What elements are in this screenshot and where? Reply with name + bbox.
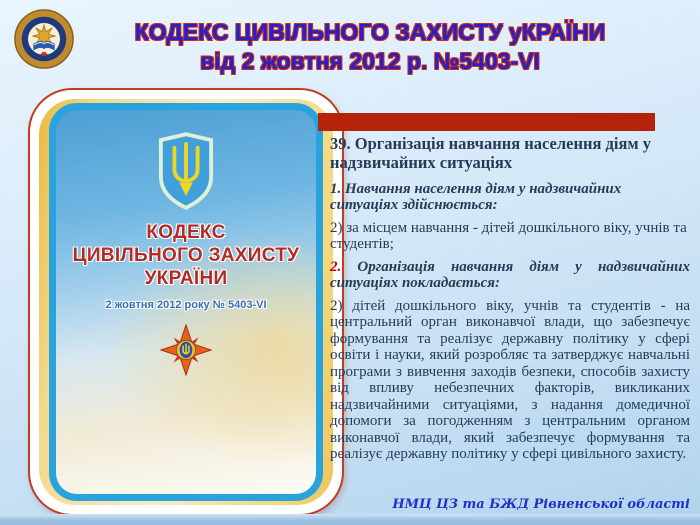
- book-title-line1: КОДЕКС: [146, 222, 226, 243]
- book-title-line3: УКРАЇНИ: [144, 267, 228, 289]
- article-text-block: [330, 134, 690, 469]
- article-item-1: 2) за місцем навчання - дітей дошкільного віку, учнів та студентів;: [330, 219, 687, 253]
- slide-title-line1: КОДЕКС ЦИВІЛЬНОГО ЗАХИСТУ уКРАЇНИ: [134, 19, 606, 45]
- slide-title-line2: від 2 жовтня 2012 р. №5403-VI: [200, 48, 540, 75]
- article-clause-2-number: 2.: [330, 258, 342, 275]
- book-title: [73, 222, 300, 290]
- book-cover-frame: [28, 88, 344, 516]
- book-date-line: 2 жовтня 2012 року № 5403-VI: [105, 299, 267, 312]
- slide-title: [90, 18, 650, 77]
- article-clause-2-text: Організація навчання діям у надзвичайних ситуаціях покладається:: [330, 258, 690, 292]
- nmc-emblem-icon: [13, 8, 75, 70]
- article-clause-2: [330, 259, 690, 292]
- footer-credit: НМЦ ЦЗ та БЖД Рівненської області: [392, 497, 690, 512]
- book-cover-card: [49, 103, 323, 501]
- dsns-badge-icon: [159, 323, 213, 377]
- red-divider-bar: [318, 113, 655, 131]
- article-clause-1: 1. Навчання населення діям у надзвичайних ситуаціях здійснюється:: [330, 180, 622, 214]
- book-title-line2: ЦИВІЛЬНОГО ЗАХИСТУ: [72, 244, 300, 266]
- article-item-2: 2) дітей дошкільного віку, учнів та студентів - на центральний орган виконавчої влади, що забезпечує формування та реалізує державну політику у сфері освіти і науки, який розробляє та затверджує навчальні програми з вивчення заходів безпеки, способів захисту від впливу небезпечних факторів, викликаних надзвичайними ситуаціями, з надання домедичної допомоги за погодженням з центральним органом виконавчої влади, який забезпечує формування та реалізує державну політику у сфері цивільного захисту.: [330, 297, 690, 463]
- bottom-bar: [0, 514, 700, 525]
- article-heading: 39. Організація навчання населення діям у надзвичайних ситуаціях: [330, 134, 652, 173]
- book-cover-photo: [39, 99, 333, 505]
- trident-shield-icon: [157, 132, 215, 210]
